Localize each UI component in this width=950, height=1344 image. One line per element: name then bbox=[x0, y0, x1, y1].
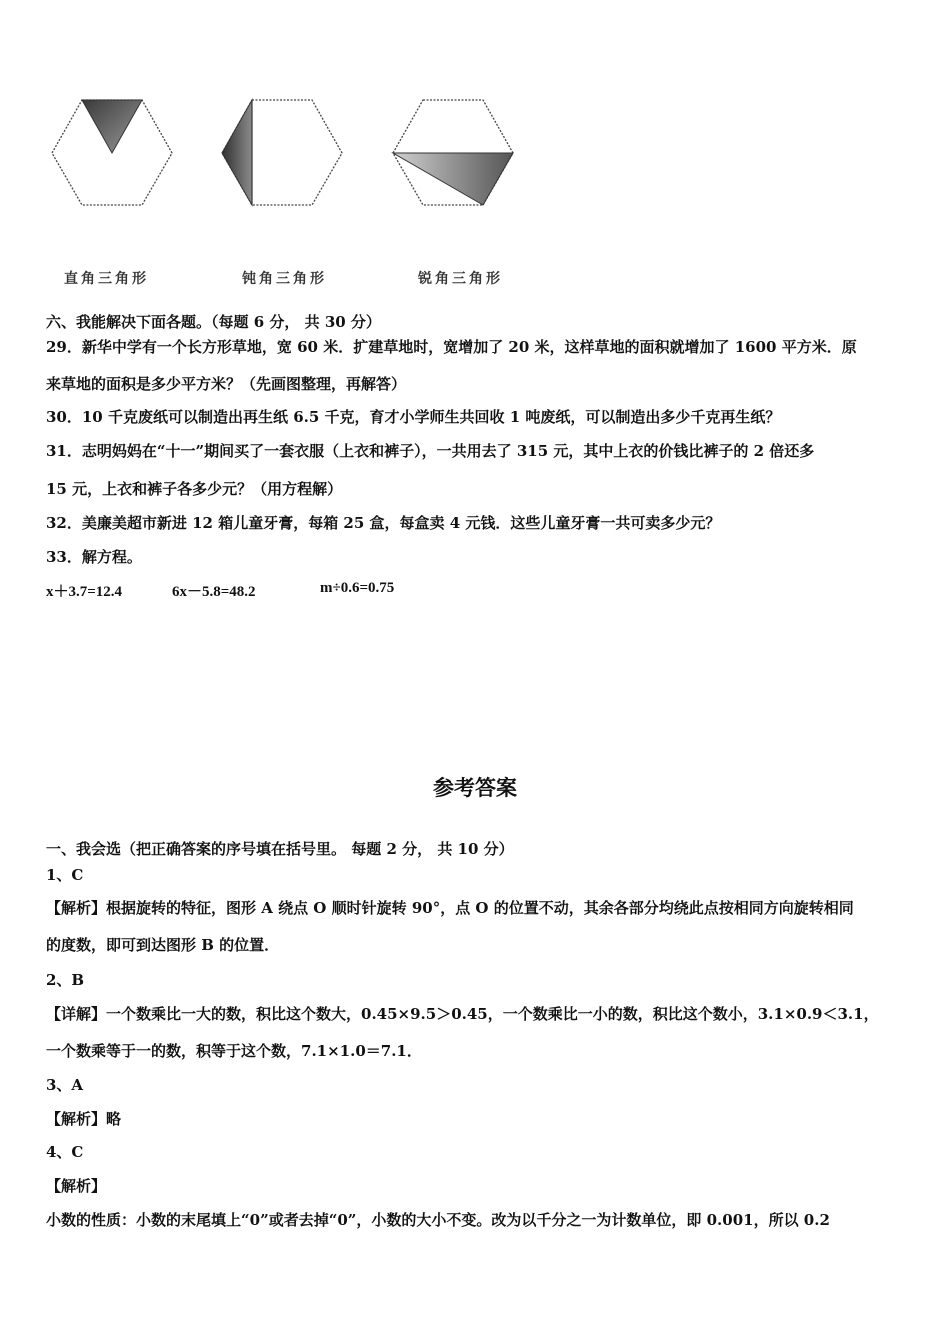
answer-1: 1、C bbox=[46, 866, 84, 884]
equation-2: 6x－5.8=48.2 bbox=[172, 584, 256, 600]
question-31-line1: 31．志明妈妈在“十一”期间买了一套衣服（上衣和裤子），一共用去了 315 元，其中上衣的价钱比裤子的 2 倍还多 bbox=[46, 442, 815, 460]
answers-section1-heading: 一、我会选（把正确答案的序号填在括号里。 每题 2 分， 共 10 分） bbox=[46, 840, 514, 858]
answer-2: 2、B bbox=[46, 971, 85, 989]
answer-1-explanation-line1: 【解析】根据旋转的特征，图形 A 绕点 O 顺时针旋转 90°，点 O 的位置不动，其余各部分均绕此点按相同方向旋转相同 bbox=[46, 899, 854, 917]
question-30: 30．10 千克废纸可以制造出再生纸 6.5 千克，育才小学师生共回收 1 吨废纸，可以制造出多少千克再生纸？ bbox=[46, 408, 781, 426]
question-33: 33．解方程。 bbox=[46, 548, 142, 566]
answer-2-explanation-line1: 【详解】一个数乘比一大的数，积比这个数大，0.45×9.5＞0.45，一个数乘比一小的数，积比这个数小，3.1×0.9＜3.1， bbox=[46, 1005, 879, 1023]
answers-title: 参考答案 bbox=[433, 775, 517, 800]
answer-4-explanation-line1: 小数的性质：小数的末尾填上“0”或者去掉“0”，小数的大小不变。改为以千分之一为计数单位，即 0.001，所以 0.2 bbox=[46, 1211, 830, 1229]
section6-heading: 六、我能解决下面各题。（每题 6 分， 共 30 分） bbox=[46, 313, 381, 331]
answer-4-explanation-label: 【解析】 bbox=[46, 1177, 107, 1195]
equation-1: x＋3.7=12.4 bbox=[46, 584, 123, 600]
acute-triangle-shaded bbox=[393, 153, 513, 205]
obtuse-triangle-shaded bbox=[222, 100, 252, 205]
caption-obtuse-triangle: 钝角三角形 bbox=[242, 271, 327, 287]
answer-3: 3、A bbox=[46, 1076, 84, 1094]
caption-acute-triangle: 锐角三角形 bbox=[418, 271, 503, 287]
question-31-line2: 15 元，上衣和裤子各多少元？（用方程解） bbox=[46, 480, 343, 498]
answer-4: 4、C bbox=[46, 1143, 84, 1161]
hexagon-figures bbox=[40, 90, 540, 300]
answer-1-explanation-line2: 的度数，即可到达图形 B 的位置． bbox=[46, 936, 280, 954]
answer-3-explanation: 【解析】略 bbox=[46, 1110, 122, 1128]
caption-right-triangle: 直角三角形 bbox=[64, 271, 149, 287]
question-29-line1: 29．新华中学有一个长方形草地，宽 60 米．扩建草地时，宽增加了 20 米，这样草地的面积就增加了 1600 平方米．原 bbox=[46, 338, 857, 356]
equation-3: m÷0.6=0.75 bbox=[320, 580, 395, 596]
answer-2-explanation-line2: 一个数乘等于一的数，积等于这个数，7.1×1.0＝7.1． bbox=[46, 1042, 422, 1060]
question-32: 32．美廉美超市新进 12 箱儿童牙膏，每箱 25 盒，每盒卖 4 元钱．这些儿童牙膏一共可卖多少元？ bbox=[46, 514, 721, 532]
right-triangle-shaded bbox=[82, 100, 142, 153]
question-29-line2: 来草地的面积是多少平方米？（先画图整理，再解答） bbox=[46, 375, 407, 393]
